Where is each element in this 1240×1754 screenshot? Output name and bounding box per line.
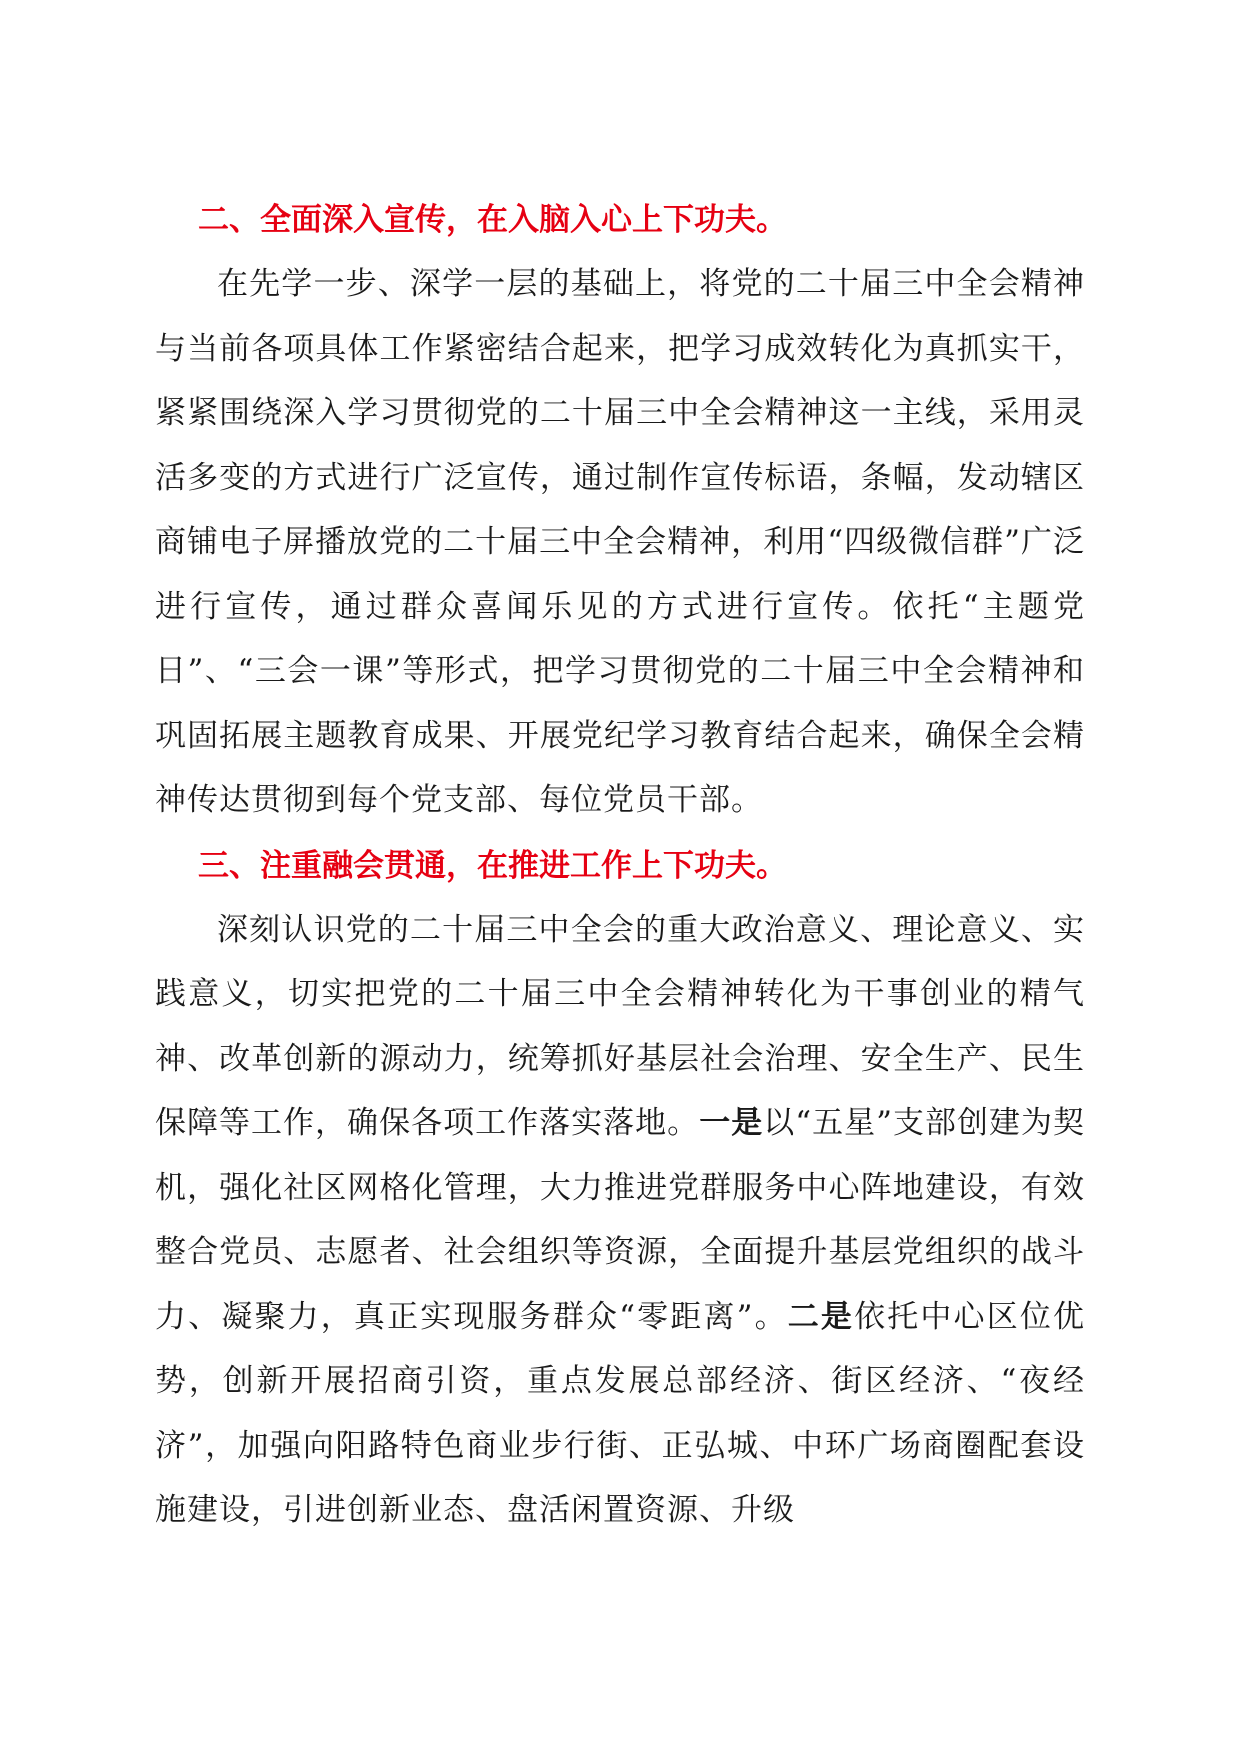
section-3-heading: 三、注重融会贯通，在推进工作上下功夫。 — [198, 847, 787, 884]
point-1-label: 一是 — [699, 1105, 764, 1141]
point-2-label: 二是 — [787, 1298, 855, 1335]
document-page — [155, 188, 1085, 1543]
section-2-heading: 二、全面深入宣传，在入脑入心上下功夫。 — [198, 202, 787, 238]
point-2-text: 依托中心区位优势，创新开展招商引资，重点发展总部经济、街区经济、“夜经济”，加强向阳路特色商业步行街、正弘城、中环广场商圈配套设施建设，引进创新业态、盘活闲置资源、升级 — [155, 1298, 1085, 1528]
section-3-intro-text: 深刻认识党的二十届三中全会的重大政治意义、理论意义、实践意义，切实把党的二十届三中全会精神转化为干事创业的精气神、改革创新的源动力，统筹抓好基层社会治理、安全生产、民生保障等工作，确保各项工作落实落地。 — [155, 911, 1085, 1141]
section-2-paragraph: 在先学一步、深学一层的基础上，将党的二十届三中全会精神与当前各项具体工作紧密结合起来，把学习成效转化为真抓实干，紧紧围绕深入学习贯彻党的二十届三中全会精神这一主线，采用灵活多变的方式进行广泛宣传，通过制作宣传标语，条幅，发动辖区商铺电子屏播放党的二十届三中全会精神，利用“四级微信群”广泛进行宣传，通过群众喜闻乐见的方式进行宣传。依托“主题党日”、“三会一课”等形式，把学习贯彻党的二十届三中全会精神和巩固拓展主题教育成果、开展党纪学习教育结合起来，确保全会精神传达贯彻到每个党支部、每位党员干部。 — [155, 266, 1085, 818]
point-1-text: 以“五星”支部创建为契机，强化社区网格化管理，大力推进党群服务中心阵地建设，有效整合党员、志愿者、社会组织等资源，全面提升基层党组织的战斗力、凝聚力，真正实现服务群众“零距离”。 — [155, 1105, 1086, 1335]
section-3-paragraph — [155, 898, 1085, 1543]
